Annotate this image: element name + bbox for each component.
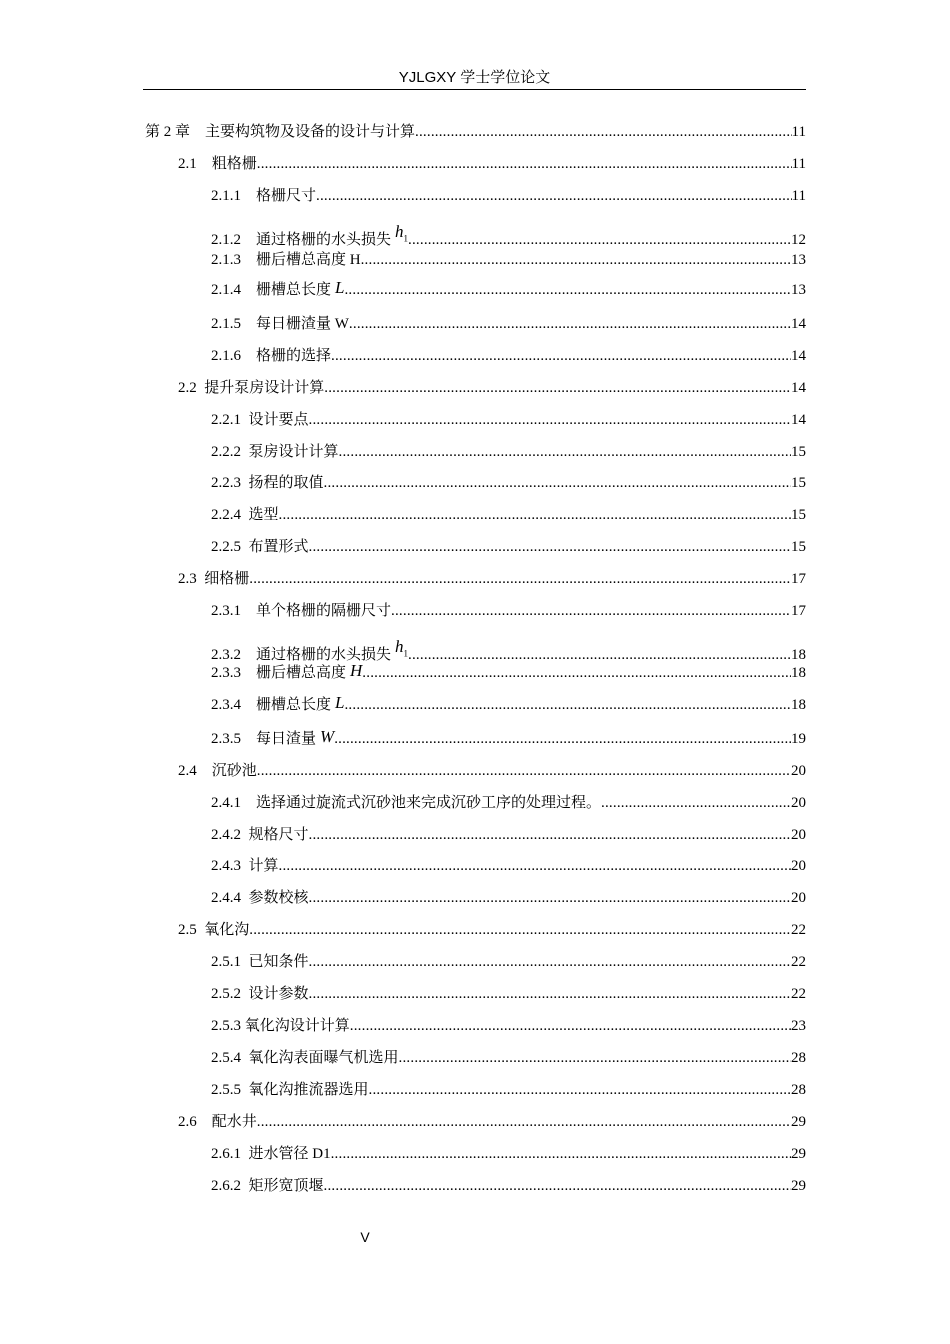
toc-entry[interactable] <box>211 1081 806 1099</box>
toc-entry-title: 格栅尺寸 <box>256 188 317 204</box>
toc-entry-gap <box>241 985 249 1003</box>
toc-entry-page: 22 <box>791 954 806 970</box>
toc-entry-symbol <box>335 279 344 297</box>
toc-entry-leader <box>279 857 791 875</box>
toc-entry[interactable] <box>145 123 806 141</box>
toc-entry-leader <box>257 155 792 173</box>
toc-entry-number: 2.3.4 <box>211 697 241 713</box>
toc-entry-gap <box>241 1177 249 1195</box>
toc-entry-page: 15 <box>791 475 806 491</box>
toc-entry-page: 29 <box>791 1178 806 1194</box>
toc-entry[interactable] <box>211 727 806 748</box>
toc-entry-gap <box>197 1113 212 1131</box>
toc-entry-gap <box>241 187 256 205</box>
toc-entry[interactable] <box>211 222 806 249</box>
toc-entry-leader <box>324 379 791 397</box>
toc-entry-page: 22 <box>791 922 806 938</box>
toc-entry[interactable] <box>211 661 806 682</box>
toc-entry-leader <box>249 921 791 939</box>
toc-entry-symbol-letter: L <box>335 278 345 297</box>
toc-entry-title: 通过格栅的水头损失 <box>256 232 392 249</box>
toc-entry[interactable] <box>178 379 806 397</box>
toc-entry-page: 17 <box>791 571 806 587</box>
toc-entry-gap <box>241 538 249 556</box>
toc-entry-number: 2.4 <box>178 763 197 779</box>
toc-entry-page: 19 <box>791 731 806 747</box>
toc-entry-title: 设计要点 <box>248 412 309 428</box>
toc-entry-number: 2.5.3 <box>211 1018 241 1034</box>
toc-entry-symbol-subscript: 1 <box>403 648 409 659</box>
toc-entry-title: 单个格栅的隔栅尺寸 <box>256 603 392 619</box>
toc-entry-gap <box>241 826 249 844</box>
toc-entry-number: 2.6.2 <box>211 1178 241 1194</box>
toc-entry-number: 2.5.5 <box>211 1082 241 1098</box>
toc-entry-number: 2.5.4 <box>211 1050 241 1066</box>
toc-entry-number: 2.5 <box>178 922 197 938</box>
toc-entry-symbol <box>350 662 362 680</box>
toc-entry-number: 2.3.1 <box>211 603 241 619</box>
toc-entry-gap <box>197 379 205 397</box>
toc-entry-page: 23 <box>791 1018 806 1034</box>
toc-entry[interactable] <box>211 953 806 971</box>
toc-entry-page: 20 <box>791 890 806 906</box>
toc-entry[interactable] <box>178 155 806 173</box>
toc-entry-page: 20 <box>791 827 806 843</box>
toc-entry[interactable] <box>211 411 806 429</box>
toc-entry[interactable] <box>178 762 806 780</box>
toc-entry-gap <box>241 664 256 682</box>
toc-entry-title: 矩形宽顶堰 <box>248 1178 324 1194</box>
toc-entry-symbol <box>395 638 408 662</box>
toc-entry-number: 2.3.3 <box>211 665 241 681</box>
toc-entry-leader <box>399 1049 791 1067</box>
toc-entry-page: 29 <box>791 1114 806 1130</box>
toc-entry-number: 2.4.3 <box>211 858 241 874</box>
toc-entry[interactable] <box>211 1017 806 1035</box>
toc-entry-gap <box>241 231 256 249</box>
toc-entry-title: 布置形式 <box>248 539 309 555</box>
toc-entry-title: 规格尺寸 <box>248 827 309 843</box>
toc-entry-title: 参数校核 <box>248 890 309 906</box>
toc-entry-page: 12 <box>791 232 806 249</box>
header-divider <box>143 89 806 90</box>
toc-entry-leader <box>309 411 791 429</box>
toc-entry[interactable] <box>211 1145 806 1163</box>
toc-entry-page: 11 <box>791 188 806 204</box>
toc-entry[interactable] <box>211 347 806 365</box>
toc-entry-symbol <box>320 728 334 746</box>
toc-entry-title: 粗格栅 <box>211 156 257 172</box>
toc-entry[interactable] <box>211 278 806 299</box>
toc-entry-gap <box>241 1081 249 1099</box>
toc-entry-leader <box>601 794 791 812</box>
toc-entry-gap <box>241 602 256 620</box>
toc-entry-title: 每日栅渣量 W <box>256 316 349 332</box>
toc-entry[interactable] <box>178 1113 806 1131</box>
toc-entry-gap <box>241 315 256 333</box>
toc-entry-gap <box>241 1145 249 1163</box>
toc-entry-title: 配水井 <box>211 1114 257 1130</box>
toc-entry-leader <box>324 474 791 492</box>
toc-entry-page: 20 <box>791 858 806 874</box>
toc-entry-leader <box>309 985 791 1003</box>
toc-entry-page: 15 <box>791 444 806 460</box>
toc-entry-gap <box>241 646 256 664</box>
toc-entry-title: 选型 <box>248 507 279 523</box>
toc-entry-title: 提升泵房设计计算 <box>204 380 325 396</box>
toc-entry-number: 2.2.3 <box>211 475 241 491</box>
toc-entry-title: 氧化沟推流器选用 <box>248 1082 369 1098</box>
toc-entry-number: 2.2 <box>178 380 197 396</box>
toc-entry[interactable] <box>211 474 806 492</box>
toc-entry[interactable] <box>211 506 806 524</box>
page-number: V <box>360 1229 370 1245</box>
toc-entry-leader <box>344 281 791 299</box>
toc-entry-leader <box>309 953 791 971</box>
toc-entry-gap <box>241 1049 249 1067</box>
toc-entry-leader <box>257 1113 791 1131</box>
toc-entry-gap <box>197 570 205 588</box>
toc-entry-gap <box>197 921 205 939</box>
toc-entry-leader <box>391 602 791 620</box>
toc-entry-leader <box>309 889 791 907</box>
toc-entry-leader <box>249 570 791 588</box>
toc-entry-number: 2.1.1 <box>211 188 241 204</box>
toc-entry-leader <box>334 730 791 748</box>
toc-entry-gap <box>241 506 249 524</box>
toc-entry-page: 13 <box>791 252 806 268</box>
toc-entry-title: 栅后槽总高度 <box>256 665 347 681</box>
toc-entry-title: 主要构筑物及设备的设计与计算 <box>205 124 416 140</box>
toc-entry-title: 已知条件 <box>248 954 309 970</box>
toc-entry-leader <box>257 762 791 780</box>
toc-entry-page: 18 <box>791 697 806 713</box>
toc-entry-symbol-letter: h <box>395 222 404 241</box>
toc-entry-title: 栅槽总长度 <box>256 697 332 713</box>
toc-entry-title: 氧化沟表面曝气机选用 <box>248 1050 399 1066</box>
toc-entry-number: 第 2 章 <box>145 124 191 140</box>
toc-entry-gap <box>241 411 249 429</box>
toc-entry-number: 2.4.1 <box>211 795 241 811</box>
toc-entry[interactable] <box>211 985 806 1003</box>
toc-entry-symbol <box>335 694 344 712</box>
toc-entry-page: 20 <box>791 763 806 779</box>
toc-entry-page: 14 <box>791 380 806 396</box>
toc-entry[interactable] <box>211 826 806 844</box>
toc-entry-page: 14 <box>791 412 806 428</box>
toc-entry-number: 2.1.3 <box>211 252 241 268</box>
toc-entry-number: 2.4.2 <box>211 827 241 843</box>
toc-entry[interactable] <box>211 1177 806 1195</box>
toc-entry-page: 28 <box>791 1050 806 1066</box>
toc-entry-number: 2.3.5 <box>211 731 241 747</box>
toc-entry-page: 18 <box>791 665 806 681</box>
toc-entry-title: 每日渣量 <box>256 731 317 747</box>
toc-entry-gap <box>241 730 256 748</box>
toc-entry-title: 栅槽总长度 <box>256 282 332 298</box>
toc-entry-gap <box>190 123 205 141</box>
toc-entry-title: 设计参数 <box>248 986 309 1002</box>
toc-entry-number: 2.1.6 <box>211 348 241 364</box>
page-header-title: YJLGXY 学士学位论文 <box>398 69 551 86</box>
toc-entry-title: 沉砂池 <box>211 763 257 779</box>
toc-entry[interactable] <box>211 538 806 556</box>
toc-entry-title: 泵房设计计算 <box>248 444 339 460</box>
toc-entry[interactable] <box>211 187 806 205</box>
toc-entry-leader <box>339 443 791 461</box>
toc-entry-number: 2.5.1 <box>211 954 241 970</box>
toc-entry-number: 2.1.5 <box>211 316 241 332</box>
toc-entry-leader <box>309 826 791 844</box>
toc-entry-leader <box>331 1145 791 1163</box>
toc-entry[interactable] <box>211 637 806 664</box>
toc-entry-leader <box>369 1081 791 1099</box>
toc-entry-title: 选择通过旋流式沉砂池来完成沉砂工序的处理过程。 <box>256 795 602 811</box>
toc-entry-title: 扬程的取值 <box>248 475 324 491</box>
toc-entry[interactable] <box>211 315 806 333</box>
toc-entry-number: 2.6 <box>178 1114 197 1130</box>
toc-entry-gap <box>241 857 249 875</box>
toc-entry-title: 细格栅 <box>204 571 250 587</box>
toc-entry-gap <box>241 794 256 812</box>
toc-entry-number: 2.1.4 <box>211 282 241 298</box>
toc-entry-gap <box>241 696 256 714</box>
toc-entry-leader <box>349 315 791 333</box>
toc-entry[interactable] <box>211 794 806 812</box>
toc-entry-title: 氧化沟 <box>204 922 250 938</box>
toc-entry-number: 2.5.2 <box>211 986 241 1002</box>
toc-entry-number: 2.3 <box>178 571 197 587</box>
toc-entry-leader <box>415 123 792 141</box>
toc-entry-page: 20 <box>791 795 806 811</box>
toc-entry-number: 2.6.1 <box>211 1146 241 1162</box>
toc-entry-leader <box>324 1177 791 1195</box>
toc-entry-gap <box>241 347 256 365</box>
toc-entry-number: 2.1 <box>178 156 197 172</box>
toc-entry[interactable] <box>211 1049 806 1067</box>
toc-entry-leader <box>316 187 792 205</box>
toc-entry-title: 计算 <box>248 858 279 874</box>
toc-entry-gap <box>241 953 249 971</box>
toc-entry-leader <box>309 538 791 556</box>
toc-entry-page: 18 <box>791 647 806 664</box>
toc-entry-gap <box>197 155 212 173</box>
toc-entry-gap <box>241 251 256 269</box>
toc-entry-page: 22 <box>791 986 806 1002</box>
toc-entry[interactable] <box>211 693 806 714</box>
toc-entry-gap <box>197 762 212 780</box>
toc-entry-leader <box>408 646 791 664</box>
toc-entry-symbol-letter: L <box>335 693 345 712</box>
toc-entry-title: 栅后槽总高度 H <box>256 252 361 268</box>
toc-entry-leader <box>350 1017 791 1035</box>
toc-entry-leader <box>331 347 791 365</box>
toc-entry-page: 14 <box>791 316 806 332</box>
toc-entry-number: 2.4.4 <box>211 890 241 906</box>
toc-entry-leader <box>279 506 791 524</box>
toc-entry-page: 14 <box>791 348 806 364</box>
toc-entry[interactable] <box>211 857 806 875</box>
toc-entry-page: 17 <box>791 603 806 619</box>
toc-entry-page: 15 <box>791 539 806 555</box>
toc-entry-number: 2.2.2 <box>211 444 241 460</box>
toc-entry-leader <box>362 664 791 682</box>
toc-entry-number: 2.2.1 <box>211 412 241 428</box>
toc-entry[interactable] <box>211 443 806 461</box>
toc-entry-page: 11 <box>791 156 806 172</box>
toc-entry-gap <box>241 281 256 299</box>
toc-entry-page: 11 <box>791 124 806 140</box>
toc-entry-leader <box>408 231 791 249</box>
toc-entry-gap <box>241 889 249 907</box>
toc-entry-title: 氧化沟设计计算 <box>244 1018 350 1034</box>
toc-entry-number: 2.1.2 <box>211 232 241 249</box>
toc-entry-number: 2.2.4 <box>211 507 241 523</box>
toc-entry-number: 2.3.2 <box>211 647 241 664</box>
toc-entry-page: 29 <box>791 1146 806 1162</box>
toc-entry-title: 格栅的选择 <box>256 348 332 364</box>
toc-entry-symbol <box>395 223 408 247</box>
toc-entry-gap <box>241 443 249 461</box>
toc-entry-symbol-letter: W <box>320 727 335 746</box>
toc-entry-page: 13 <box>791 282 806 298</box>
toc-entry-gap <box>241 474 249 492</box>
toc-entry-page: 28 <box>791 1082 806 1098</box>
toc-entry-title: 通过格栅的水头损失 <box>256 647 392 664</box>
toc-entry-symbol-letter: h <box>395 637 404 656</box>
toc-entry-leader <box>361 251 791 269</box>
toc-entry-number: 2.2.5 <box>211 539 241 555</box>
toc-entry-symbol-subscript: 1 <box>403 233 409 244</box>
toc-entry-symbol-letter: H <box>350 661 363 680</box>
toc-entry[interactable] <box>211 889 806 907</box>
toc-entry[interactable] <box>178 921 806 939</box>
toc-entry-leader <box>344 696 791 714</box>
toc-entry[interactable] <box>178 570 806 588</box>
toc-entry-title: 进水管径 D1 <box>248 1146 331 1162</box>
toc-entry[interactable] <box>211 251 806 269</box>
toc-entry[interactable] <box>211 602 806 620</box>
toc-entry-page: 15 <box>791 507 806 523</box>
